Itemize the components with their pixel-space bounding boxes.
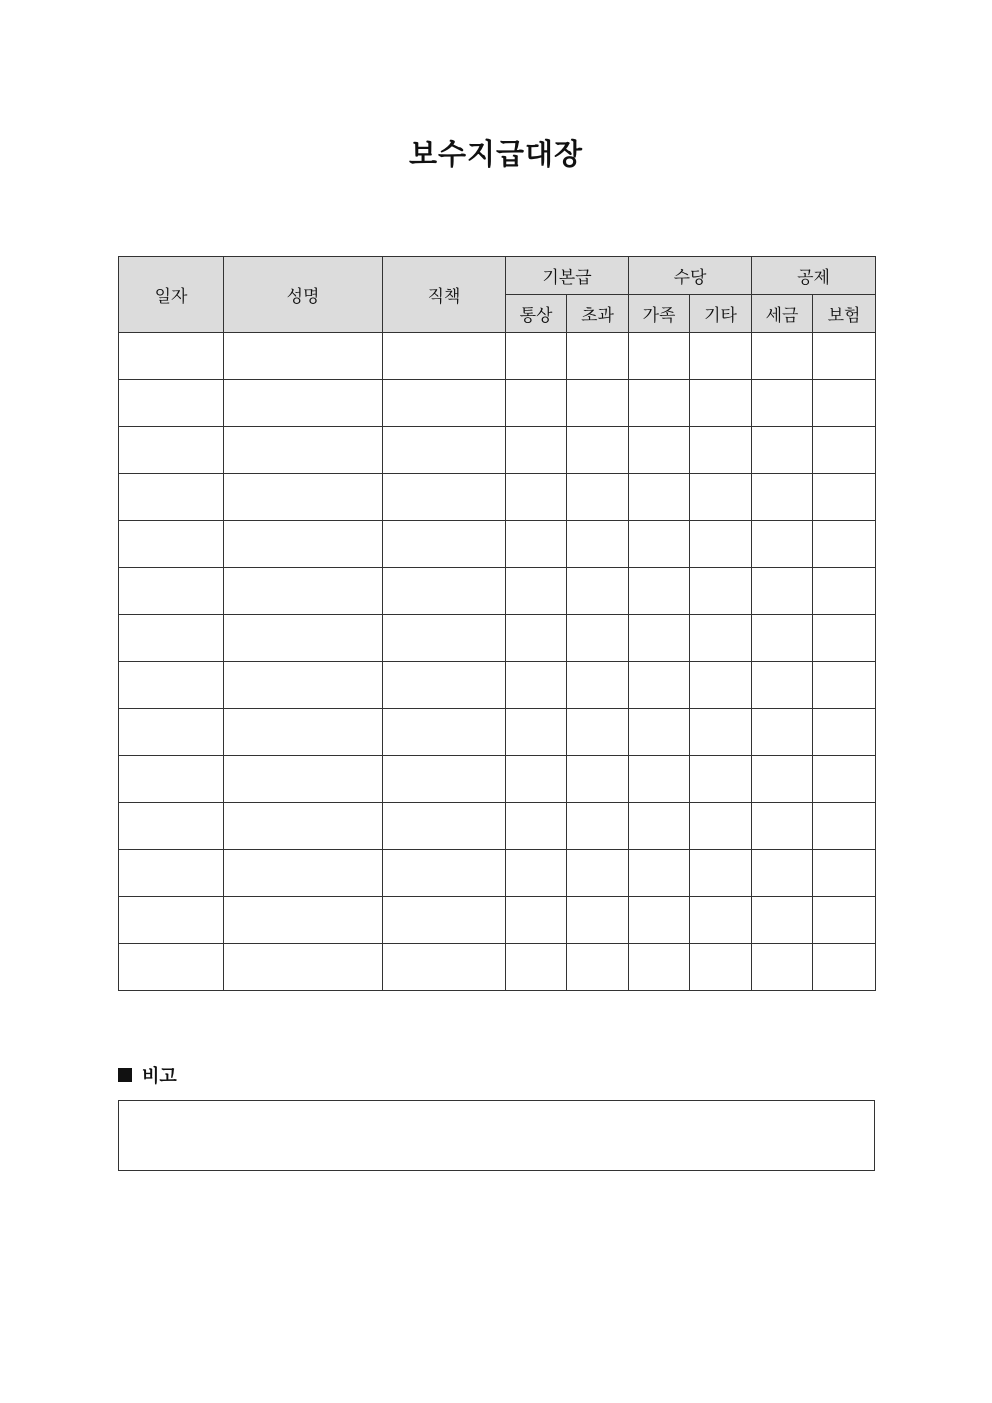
table-cell[interactable] xyxy=(506,333,567,380)
table-cell[interactable] xyxy=(119,709,224,756)
table-cell[interactable] xyxy=(119,944,224,991)
table-cell[interactable] xyxy=(224,709,383,756)
table-cell[interactable] xyxy=(506,427,567,474)
table-cell[interactable] xyxy=(690,944,752,991)
table-cell[interactable] xyxy=(567,333,629,380)
table-cell[interactable] xyxy=(813,380,876,427)
table-cell[interactable] xyxy=(119,568,224,615)
table-row xyxy=(119,427,876,474)
table-cell[interactable] xyxy=(567,662,629,709)
table-cell[interactable] xyxy=(629,756,690,803)
table-cell[interactable] xyxy=(752,521,813,568)
table-cell[interactable] xyxy=(383,615,506,662)
table-row xyxy=(119,474,876,521)
table-row xyxy=(119,803,876,850)
table-cell[interactable] xyxy=(813,568,876,615)
remarks-label: 비고 xyxy=(142,1066,177,1087)
table-cell[interactable] xyxy=(690,850,752,897)
table-cell[interactable] xyxy=(752,756,813,803)
table-row xyxy=(119,521,876,568)
table-cell[interactable] xyxy=(506,662,567,709)
table-cell[interactable] xyxy=(224,568,383,615)
table-cell[interactable] xyxy=(383,333,506,380)
table-cell[interactable] xyxy=(813,474,876,521)
table-cell[interactable] xyxy=(224,662,383,709)
table-cell[interactable] xyxy=(506,944,567,991)
table-header xyxy=(119,257,876,333)
table-cell[interactable] xyxy=(567,568,629,615)
header-deduction: 공제 xyxy=(752,257,876,295)
table-cell[interactable] xyxy=(119,756,224,803)
page-title: 보수지급대장 xyxy=(408,137,584,171)
table-cell[interactable] xyxy=(752,944,813,991)
table-cell[interactable] xyxy=(752,709,813,756)
table-cell[interactable] xyxy=(506,850,567,897)
subheader-tax: 세금 xyxy=(752,295,813,333)
table-cell[interactable] xyxy=(690,474,752,521)
table-cell[interactable] xyxy=(224,615,383,662)
table-cell[interactable] xyxy=(224,521,383,568)
payroll-table xyxy=(118,256,876,991)
table-cell[interactable] xyxy=(690,615,752,662)
table-cell[interactable] xyxy=(506,615,567,662)
header-row-1 xyxy=(119,257,876,295)
table-cell[interactable] xyxy=(813,709,876,756)
table-cell[interactable] xyxy=(629,380,690,427)
table-cell[interactable] xyxy=(690,333,752,380)
table-cell[interactable] xyxy=(224,380,383,427)
table-cell[interactable] xyxy=(383,568,506,615)
table-cell[interactable] xyxy=(383,756,506,803)
subheader-regular: 통상 xyxy=(506,295,567,333)
table-cell[interactable] xyxy=(567,944,629,991)
table-cell[interactable] xyxy=(629,474,690,521)
table-cell[interactable] xyxy=(224,474,383,521)
subheader-other: 기타 xyxy=(690,295,752,333)
table-cell[interactable] xyxy=(119,333,224,380)
table-cell[interactable] xyxy=(813,427,876,474)
header-allowance: 수당 xyxy=(629,257,752,295)
table-cell[interactable] xyxy=(119,380,224,427)
table-cell[interactable] xyxy=(813,944,876,991)
table-cell[interactable] xyxy=(813,615,876,662)
table-cell[interactable] xyxy=(119,897,224,944)
table-cell[interactable] xyxy=(629,333,690,380)
table-cell[interactable] xyxy=(567,897,629,944)
table-cell[interactable] xyxy=(383,709,506,756)
table-cell[interactable] xyxy=(752,380,813,427)
table-cell[interactable] xyxy=(383,944,506,991)
table-cell[interactable] xyxy=(813,662,876,709)
table-cell[interactable] xyxy=(224,333,383,380)
table-cell[interactable] xyxy=(383,380,506,427)
table-cell[interactable] xyxy=(813,333,876,380)
table-row xyxy=(119,568,876,615)
header-position: 직책 xyxy=(383,257,506,333)
table-cell[interactable] xyxy=(506,568,567,615)
table-cell[interactable] xyxy=(752,662,813,709)
table-cell[interactable] xyxy=(813,850,876,897)
table-cell[interactable] xyxy=(224,756,383,803)
table-cell[interactable] xyxy=(383,897,506,944)
table-cell[interactable] xyxy=(629,427,690,474)
table-cell[interactable] xyxy=(813,756,876,803)
table-cell[interactable] xyxy=(506,897,567,944)
table-cell[interactable] xyxy=(119,427,224,474)
table-cell[interactable] xyxy=(567,427,629,474)
table-cell[interactable] xyxy=(752,850,813,897)
table-cell[interactable] xyxy=(506,521,567,568)
table-cell[interactable] xyxy=(119,803,224,850)
table-cell[interactable] xyxy=(629,615,690,662)
table-cell[interactable] xyxy=(690,662,752,709)
table-cell[interactable] xyxy=(119,474,224,521)
table-cell[interactable] xyxy=(506,756,567,803)
subheader-overtime: 초과 xyxy=(567,295,629,333)
table-cell[interactable] xyxy=(567,709,629,756)
table-cell[interactable] xyxy=(567,850,629,897)
subheader-insurance: 보험 xyxy=(813,295,876,333)
table-cell[interactable] xyxy=(629,521,690,568)
table-cell[interactable] xyxy=(567,474,629,521)
table-cell[interactable] xyxy=(690,897,752,944)
table-cell[interactable] xyxy=(567,756,629,803)
table-cell[interactable] xyxy=(506,803,567,850)
table-cell[interactable] xyxy=(383,427,506,474)
table-row xyxy=(119,380,876,427)
table-body xyxy=(119,333,876,991)
table-row xyxy=(119,944,876,991)
table-cell[interactable] xyxy=(567,615,629,662)
table-cell[interactable] xyxy=(629,709,690,756)
table-cell[interactable] xyxy=(383,662,506,709)
table-cell[interactable] xyxy=(752,474,813,521)
table-cell[interactable] xyxy=(813,803,876,850)
table-cell[interactable] xyxy=(119,615,224,662)
table-cell[interactable] xyxy=(629,803,690,850)
header-base-pay: 기본급 xyxy=(506,257,629,295)
table-cell[interactable] xyxy=(629,897,690,944)
table-cell[interactable] xyxy=(690,380,752,427)
table-cell[interactable] xyxy=(506,380,567,427)
table-cell[interactable] xyxy=(119,662,224,709)
remarks-box[interactable] xyxy=(118,1100,875,1171)
table-cell[interactable] xyxy=(752,568,813,615)
header-date: 일자 xyxy=(119,257,224,333)
table-cell[interactable] xyxy=(690,709,752,756)
table-cell[interactable] xyxy=(752,427,813,474)
table-row xyxy=(119,897,876,944)
table-cell[interactable] xyxy=(224,897,383,944)
table-row xyxy=(119,333,876,380)
table-cell[interactable] xyxy=(752,615,813,662)
table-cell[interactable] xyxy=(506,474,567,521)
header-name: 성명 xyxy=(224,257,383,333)
table-cell[interactable] xyxy=(629,568,690,615)
table-cell[interactable] xyxy=(224,803,383,850)
table-cell[interactable] xyxy=(383,803,506,850)
table-cell[interactable] xyxy=(813,897,876,944)
table-cell[interactable] xyxy=(629,850,690,897)
table-row xyxy=(119,850,876,897)
table-cell[interactable] xyxy=(224,850,383,897)
table-cell[interactable] xyxy=(567,380,629,427)
table-row xyxy=(119,615,876,662)
table-cell[interactable] xyxy=(383,521,506,568)
table-cell[interactable] xyxy=(567,803,629,850)
table-cell[interactable] xyxy=(224,427,383,474)
table-cell[interactable] xyxy=(813,521,876,568)
table-row xyxy=(119,709,876,756)
table-row xyxy=(119,756,876,803)
table-cell[interactable] xyxy=(567,521,629,568)
table-cell[interactable] xyxy=(629,662,690,709)
subheader-family: 가족 xyxy=(629,295,690,333)
table-cell[interactable] xyxy=(690,521,752,568)
table-cell[interactable] xyxy=(752,333,813,380)
black-square-icon xyxy=(118,1068,132,1082)
table-cell[interactable] xyxy=(119,521,224,568)
table-cell[interactable] xyxy=(752,803,813,850)
table-cell[interactable] xyxy=(690,568,752,615)
table-cell[interactable] xyxy=(690,803,752,850)
table-cell[interactable] xyxy=(383,474,506,521)
table-cell[interactable] xyxy=(629,944,690,991)
table-cell[interactable] xyxy=(506,709,567,756)
table-cell[interactable] xyxy=(119,850,224,897)
table-cell[interactable] xyxy=(690,427,752,474)
table-cell[interactable] xyxy=(752,897,813,944)
table-cell[interactable] xyxy=(383,850,506,897)
table-row xyxy=(119,662,876,709)
table-cell[interactable] xyxy=(224,944,383,991)
remarks-heading xyxy=(118,1062,177,1088)
table-cell[interactable] xyxy=(690,756,752,803)
